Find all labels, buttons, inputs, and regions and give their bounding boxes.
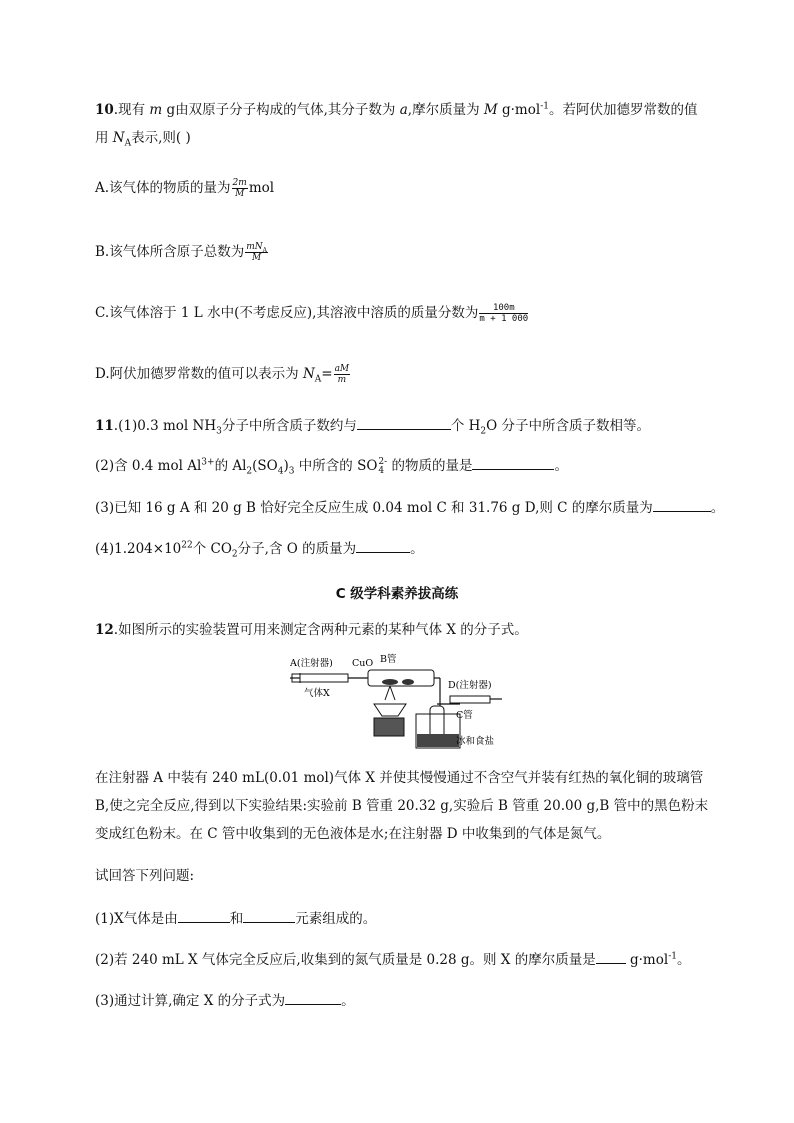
q11-text: 的物质的量是 [387,458,473,474]
q11-text: 分子中所含质子数约与 [221,418,357,434]
fraction-numerator-text: mN [246,242,263,252]
option-d-var-N: N [302,366,315,382]
option-c-text: C.该气体溶于 1 L 水中(不考虑反应),其溶液中溶质的质量分数为 [95,305,479,321]
q12-text: (2)若 240 mL X 气体完全反应后,收集到的氮气质量是 0.28 g。则 X 的摩尔质量是 [95,952,596,968]
fraction-numerator [245,242,268,253]
q12-description-line1: 在注射器 A 中装有 240 mL(0.01 mol)气体 X 并使其慢慢通过不含空气并装有红热的氧化铜的玻璃管 [95,770,704,786]
q11-text: 。 [410,541,424,557]
answer-blank[interactable] [653,497,711,512]
q10-text: g·mol [497,102,541,118]
superscript: -1 [668,951,677,962]
q12-description-line3: 变成红色粉末。在 C 管中收集到的无色液体是水;在注射器 D 中收集到的气体是氮气。 [95,826,611,842]
fraction-denominator: M [235,189,245,199]
answer-blank[interactable] [472,455,554,470]
tube-b-icon [368,670,440,706]
q12-text: g·mol [625,952,669,968]
syringe-d-icon [450,696,502,703]
q10-var-a: a [399,102,408,118]
q12-text: 。 [341,993,355,1009]
answer-blank[interactable] [596,949,626,964]
answer-blank[interactable] [356,538,410,553]
option-d-subscript: A [314,374,322,385]
q12-text: .如图所示的实验装置可用来测定含两种元素的某种气体 X 的分子式。 [113,622,528,638]
q12-sub1 [95,908,376,929]
q11-number: 11 [95,418,114,434]
q12-description-line2: B,使之完全反应,得到以下实验结果:实验前 B 管重 20.32 g,实验后 B 管重 20.00 g,B 管中的黑色粉末 [95,798,709,814]
label-a: A(注射器) [290,658,333,669]
q12-sub3 [95,990,355,1011]
q10-superscript: -1 [540,101,549,112]
option-a-text: A.该气体的物质的量为 [95,180,231,196]
fraction-denominator: m [337,375,347,385]
subscript: 2 [246,466,253,477]
fraction-subscript: A [262,246,267,254]
option-b-text: B.该气体所含原子总数为 [95,244,245,260]
option-a-unit: mol [248,180,275,196]
charge: 2- [378,456,388,467]
q12-text: 。 [676,952,691,968]
q11-text: 的 Al [214,458,247,474]
answer-blank[interactable] [178,908,230,923]
apparatus-diagram [290,652,510,752]
q11-part2 [95,455,568,476]
q10-text: 用 [95,130,113,146]
q12-text: (1)X气体是由 [95,911,178,927]
q12-text: (3)通过计算,确定 X 的分子式为 [95,993,286,1009]
option-d-text: D.阿伏加德罗常数的值可以表示为 [95,366,303,382]
q10-text: ,摩尔质量为 [407,102,484,118]
syringe-a-icon [290,673,368,683]
q11-part1 [95,415,650,436]
q10-option-c [95,303,529,324]
label-b: B管 [380,654,397,665]
q10-text: 。若阿伏加德罗常数的值 [548,102,698,118]
option-d-fraction [334,364,351,385]
option-d-equals: = [321,366,333,382]
fraction-denominator: M [251,253,262,263]
q11-text: (4)1.204×10 [95,541,182,557]
subscript: 4 [378,465,385,476]
subscript: 3 [216,426,222,437]
apparatus-svg [290,652,510,752]
q11-text: 个 CO [192,541,232,557]
q11-text: (SO [252,458,278,474]
option-c-fraction [479,303,528,324]
label-ice-salt: 冰和食盐 [456,736,495,747]
q11-text: ) [283,458,289,474]
fraction-numerator: aM [334,364,350,374]
q11-text: 。 [710,500,725,516]
q12-prompt: 试回答下列问题: [95,868,195,884]
q10-stem-line2 [95,128,191,148]
label-d: D(注射器) [448,680,492,691]
fraction-numerator: 100m [479,303,528,314]
q12-sub2 [95,949,690,970]
fraction-numerator: 2m [232,178,247,188]
q11-text: 分子,含 O 的质量为 [237,541,357,557]
q10-var-m: m [149,102,163,118]
q10-subscript: A [124,138,132,149]
q11-text: .(1)0.3 mol NH [113,418,217,434]
q10-option-b [95,242,269,263]
q11-text: 。 [554,458,568,474]
q10-option-d [95,364,351,385]
q11-text: (2)含 0.4 mol Al [95,458,202,474]
q11-part4 [95,538,424,559]
tube-c-icon [416,704,460,748]
superscript: 3+ [201,457,215,468]
subscript: 2 [231,549,238,560]
superscript: 22 [181,540,193,551]
q12-number: 12 [95,622,114,638]
q11-text: O 分子中所含质子数相等。 [486,418,651,434]
q12-text: 元素组成的。 [295,911,377,927]
option-a-fraction [232,178,248,199]
q10-var-N: N [112,130,125,146]
sulfate-charge-stack [378,458,387,476]
subscript: 3 [288,466,295,477]
answer-blank[interactable] [243,908,295,923]
q10-number: 10 [95,102,114,118]
q11-part3 [95,497,724,518]
label-cuo: CuO [352,658,374,669]
q12-text: 和 [229,911,244,927]
q11-text: 个 H [450,418,481,434]
q10-stem-line1 [95,100,697,120]
q12-stem [95,620,528,640]
label-c: C管 [456,710,473,721]
q11-text: 中所含的 SO [294,458,378,474]
q10-var-M: M [483,102,498,118]
subscript: 2 [480,426,487,437]
fraction-denominator: m + 1 000 [479,314,529,324]
label-gas-x: 气体X [304,688,330,699]
option-b-fraction [245,242,268,263]
answer-blank[interactable] [285,990,341,1005]
q10-text: g由双原子分子构成的气体,其分子数为 [162,102,400,118]
answer-blank[interactable] [357,415,451,430]
q10-text: .现有 [113,102,150,118]
section-heading: C 级学科素养拔高练 [335,586,459,602]
burner-icon [374,686,406,736]
subscript: 4 [277,466,284,477]
q10-text: 表示,则( ) [131,130,191,146]
q11-text: (3)已知 16 g A 和 20 g B 恰好完全反应生成 0.04 mol C 和 31.76 g D,则 C 的摩尔质量为 [95,500,653,516]
q10-option-a [95,178,274,199]
